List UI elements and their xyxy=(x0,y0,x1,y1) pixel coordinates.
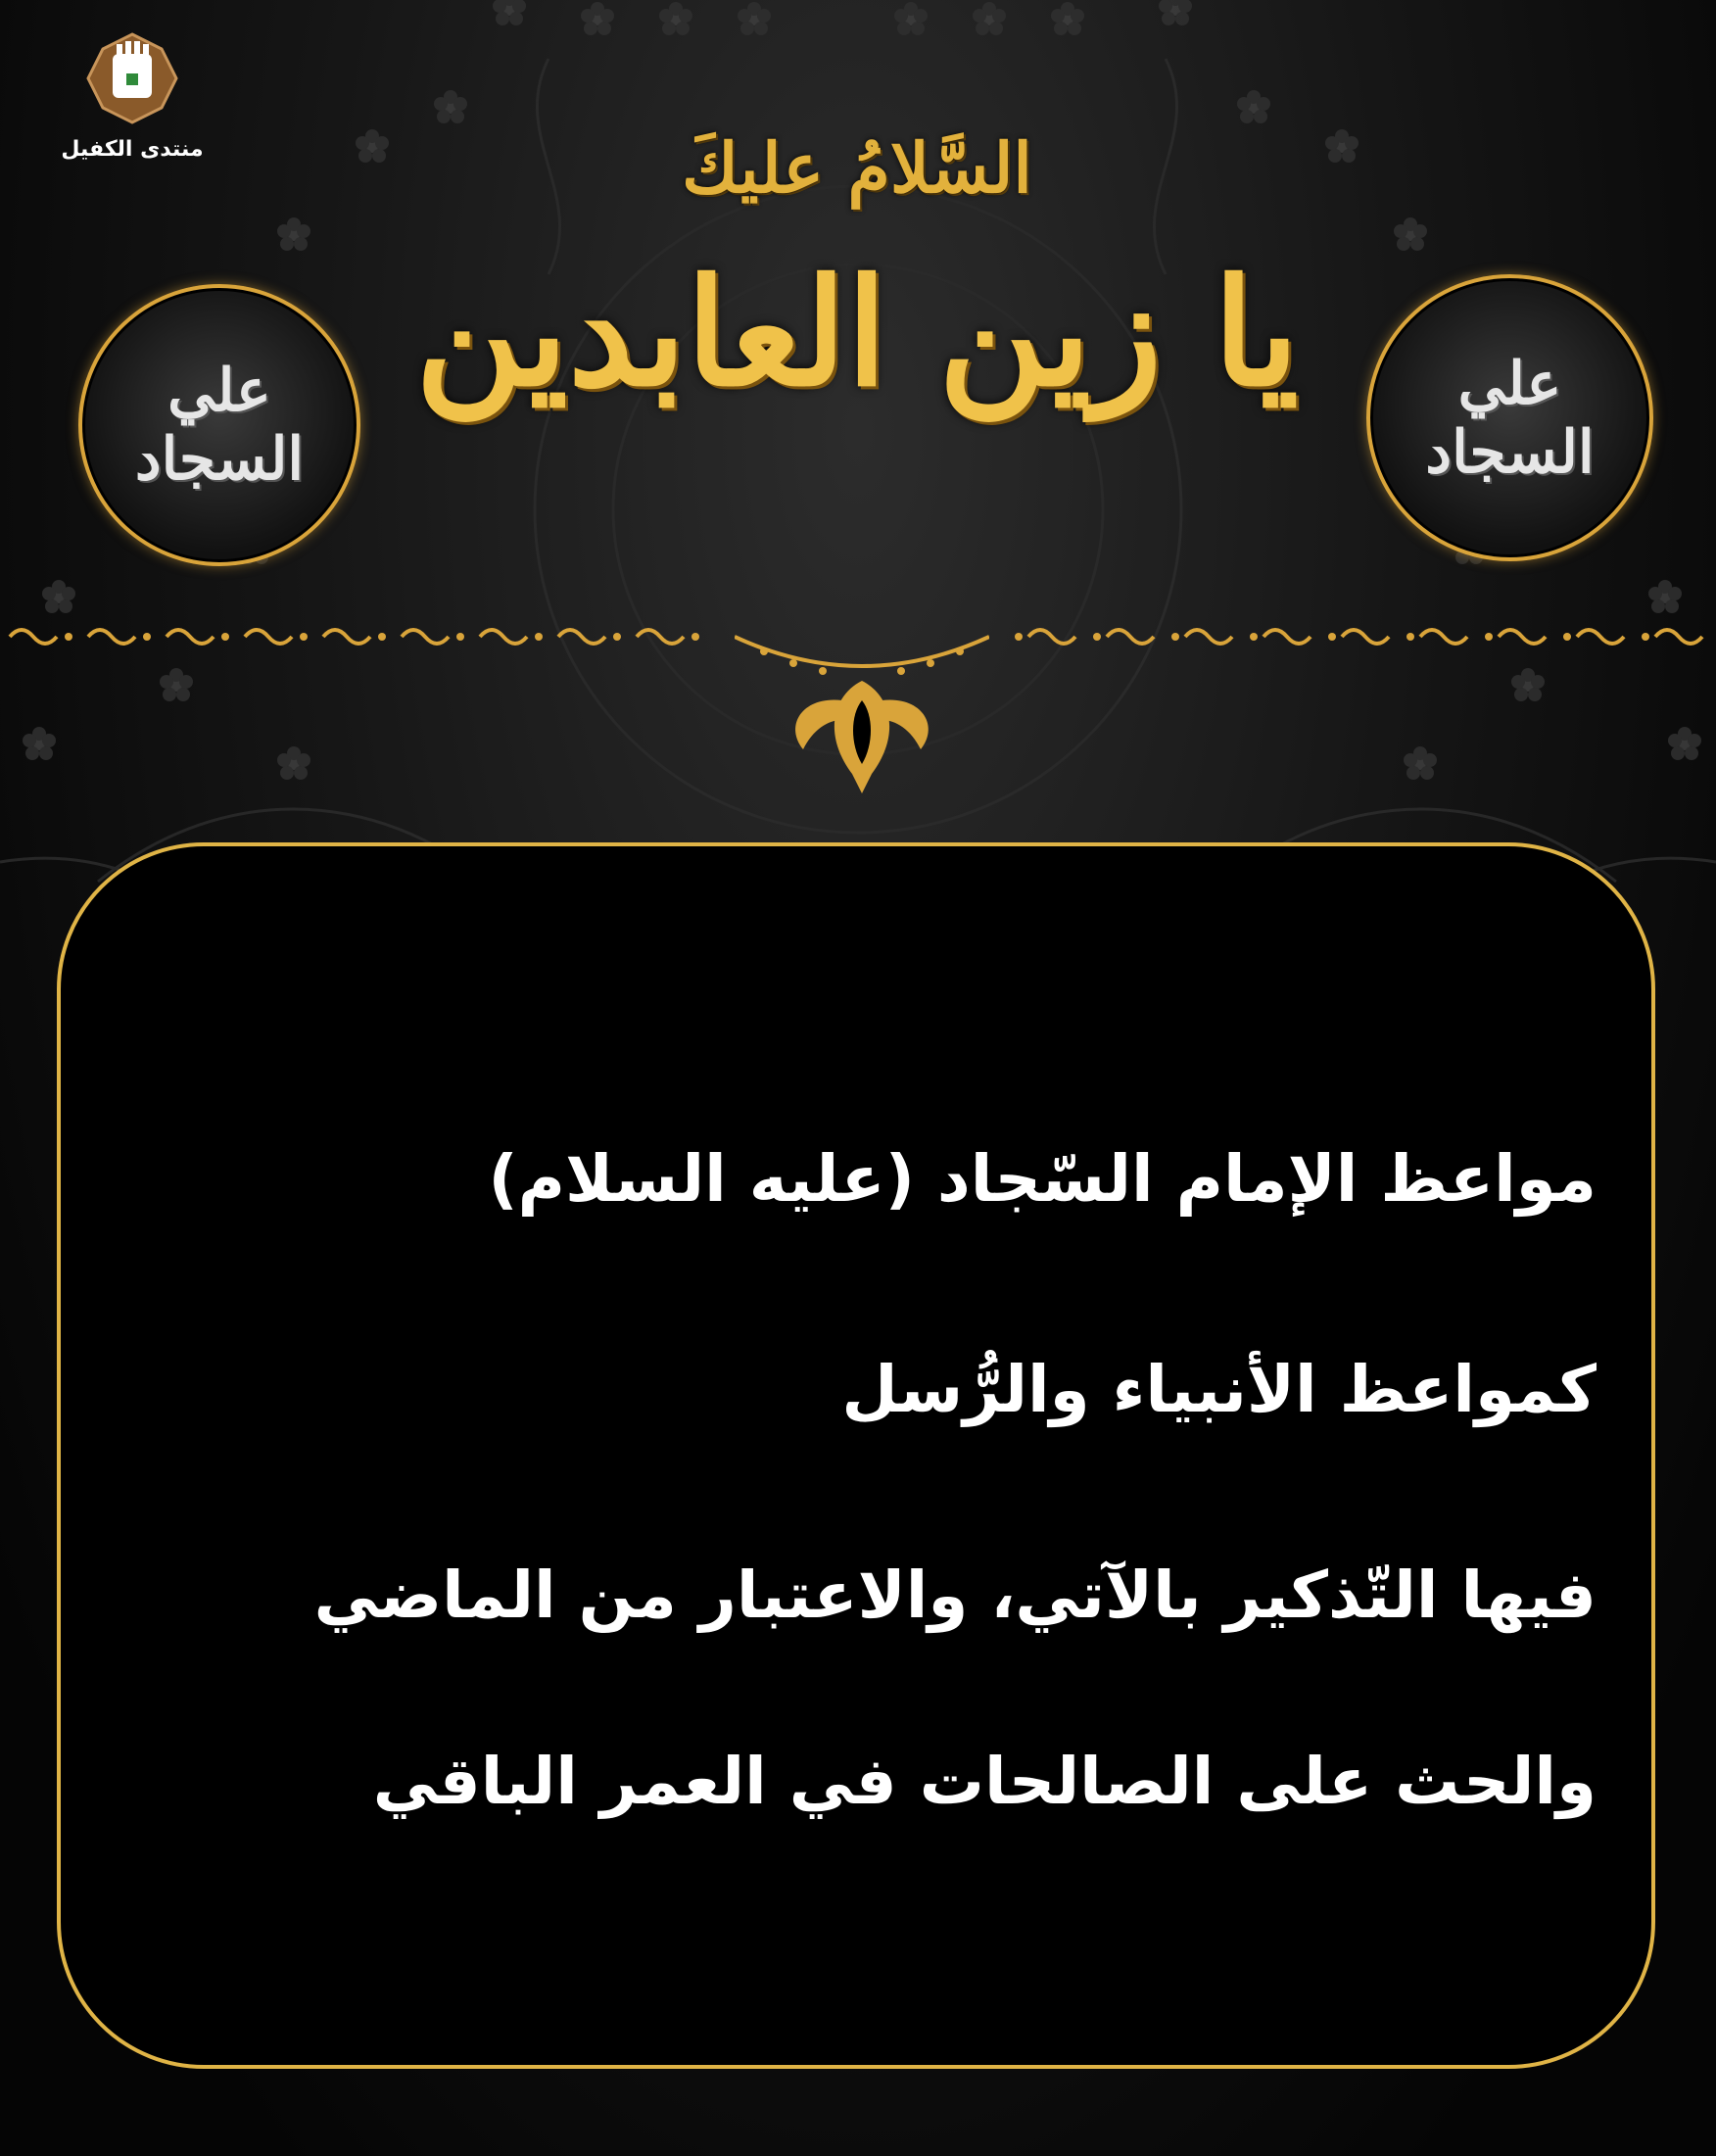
medallion-left-text: علي السجاد xyxy=(134,357,305,494)
sermon-line-1: مواعظ الإمام السّجاد (عليه السلام) xyxy=(488,1141,1597,1217)
gold-pendant-ornament xyxy=(735,627,989,803)
sermon-line-4: والحث على الصالحات في العمر الباقي xyxy=(372,1744,1597,1819)
greeting-calligraphy: السَّلامُ عليكَ xyxy=(682,127,1032,209)
medallion-left xyxy=(78,284,360,566)
medallion-right xyxy=(1366,274,1653,561)
sermon-line-3: فيها التّذكير بالآتي، والاعتبار من الماضي xyxy=(313,1557,1597,1633)
forum-logo-icon xyxy=(44,29,220,186)
medallion-right-text: علي السجاد xyxy=(1425,349,1595,487)
main-title-calligraphy: يا زين العابدين xyxy=(414,247,1300,419)
content-frame xyxy=(57,842,1655,2069)
sermon-line-2: كمواعظ الأنبياء والرُّسل xyxy=(841,1352,1597,1427)
forum-logo-label: منتدى الكفيل xyxy=(61,137,204,162)
